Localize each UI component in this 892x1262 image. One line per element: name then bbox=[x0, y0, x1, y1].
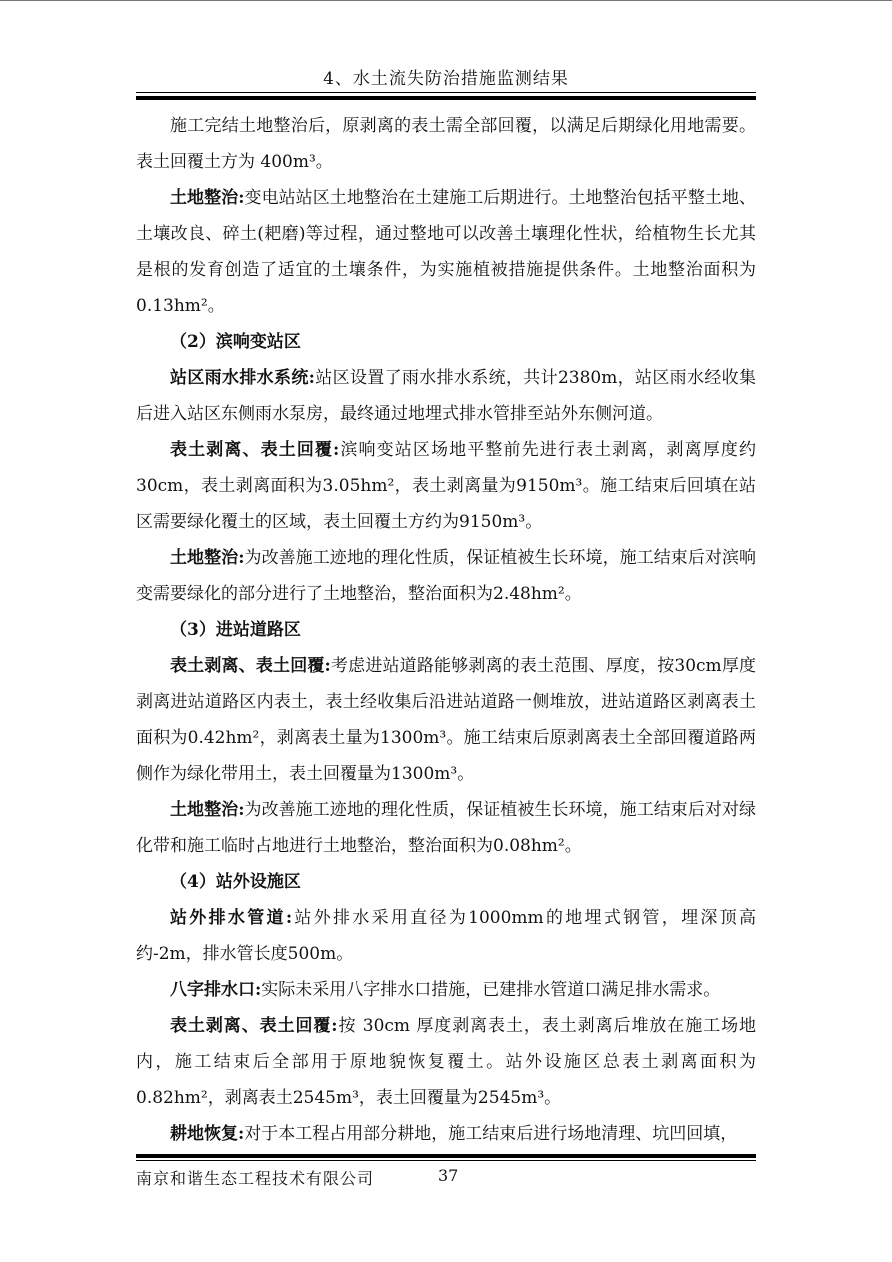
footer-rule-thick bbox=[136, 1154, 756, 1158]
paragraph-12: 八字排水口:实际未采用八字排水口措施，已建排水管道口满足排水需求。 bbox=[170, 980, 721, 1000]
header-rule-thin bbox=[136, 92, 756, 93]
header-rule-thick bbox=[136, 96, 756, 100]
section-heading-2: （2）滨响变站区 bbox=[170, 332, 301, 352]
paragraph-11: 站外排水管道:站外排水采用直径为1000mm的地埋式钢管，埋深顶高约-2m，排水管长度500m。 bbox=[136, 908, 756, 964]
section-heading-4: （4）站外设施区 bbox=[170, 872, 301, 892]
paragraph-6: 土地整治:为改善施工迹地的理化性质，保证植被生长环境，施工结束后对滨响变需要绿化的部分进行了土地整治，整治面积为2.48hm²。 bbox=[136, 548, 756, 604]
footer-company: 南京和谐生态工程技术有限公司 bbox=[136, 1169, 375, 1188]
paragraph-1: 施工完结土地整治后，原剥离的表土需全部回覆，以满足后期绿化用地需要。表土回覆土方为 400m³。 bbox=[136, 116, 756, 172]
paragraph-13: 表土剥离、表土回覆:按 30cm 厚度剥离表土，表土剥离后堆放在施工场地内，施工结束后全部用于原地貌恢复覆土。站外设施区总表土剥离面积为0.82hm²，剥离表土2545m³，表土回覆量为2545m³。 bbox=[136, 1016, 756, 1108]
section-heading-3: （3）进站道路区 bbox=[170, 620, 301, 640]
running-header: 4、水土流失防治措施监测结果 bbox=[323, 69, 569, 89]
paragraph-9: 土地整治:为改善施工迹地的理化性质，保证植被生长环境，施工结束后对对绿化带和施工临时占地进行土地整治，整治面积为0.08hm²。 bbox=[136, 800, 756, 856]
paragraph-4: 站区雨水排水系统:站区设置了雨水排水系统，共计2380m，站区雨水经收集后进入站区东侧雨水泵房，最终通过地埋式排水管排至站外东侧河道。 bbox=[136, 368, 756, 424]
paragraph-14: 耕地恢复:对于本工程占用部分耕地，施工结束后进行场地清理、坑凹回填， bbox=[170, 1124, 738, 1144]
footer-rule-thin bbox=[136, 1160, 756, 1161]
paragraph-5: 表土剥离、表土回覆:滨响变站区场地平整前先进行表土剥离，剥离厚度约30cm，表土剥离面积为3.05hm²，表土剥离量为9150m³。施工结束后回填在站区需要绿化覆土的区域，表土回覆土方约为9150m³。 bbox=[136, 440, 756, 532]
page-number: 37 bbox=[438, 1166, 459, 1185]
paragraph-8: 表土剥离、表土回覆:考虑进站道路能够剥离的表土范围、厚度，按30cm厚度剥离进站道路区内表土，表土经收集后沿进站道路一侧堆放，进站道路区剥离表土面积为0.42hm²，剥离表土量为1300m³。施工结束后原剥离表土全部回覆道路两侧作为绿化带用土，表土回覆量为1300m³。 bbox=[136, 656, 756, 784]
paragraph-2: 土地整治:变电站站区土地整治在土建施工后期进行。土地整治包括平整土地、土壤改良、碎土(耙磨)等过程，通过整地可以改善土壤理化性状，给植物生长尤其是根的发育创造了适宜的土壤条件，为实施植被措施提供条件。土地整治面积为0.13hm²。 bbox=[136, 188, 756, 316]
body-text bbox=[136, 108, 756, 1152]
page-top-border bbox=[0, 0, 892, 1]
